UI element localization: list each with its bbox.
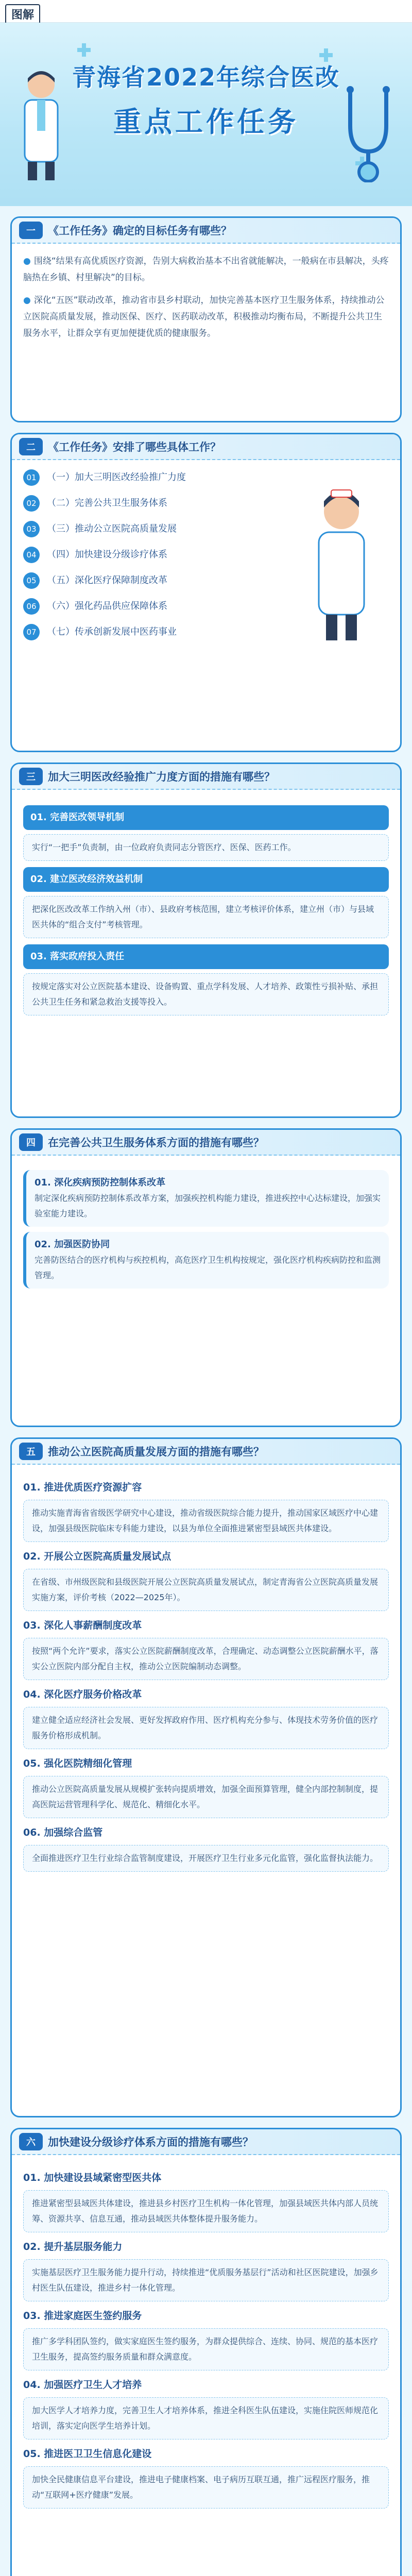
list-item: 01 （一）加大三明医改经验推广力度 xyxy=(23,469,389,486)
item-title-bar: 03. 落实政府投入责任 xyxy=(23,944,389,969)
section-q3 xyxy=(10,762,402,1118)
hero-title-line1: 青海省2022年综合医改 xyxy=(72,63,340,91)
question-text: 《工作任务》确定的目标任务有哪些？ xyxy=(48,225,232,237)
bubble-body: 完善防医结合的医疗机构与疾控机构，高危医疗卫生机构按规定，强化医疗机构疾病防控和监测管理。 xyxy=(35,1255,381,1280)
bubble-body: 制定深化疾病预防控制体系改革方案，加强疾控机构能力建设，推进疾控中心达标建设，加强实验室能力建设。 xyxy=(35,1193,381,1218)
item-head: 04. 加强医疗卫生人才培养 xyxy=(23,2379,142,2391)
question-text: 加快建设分级诊疗体系方面的措施有哪些？ xyxy=(48,2136,253,2148)
bubble-title: 02. 加强医防协同 xyxy=(35,1239,110,1250)
item-body: 推进紧密型县域医共体建设，推进县乡村医疗卫生机构一体化管理，加强县域医共体内部人员统筹、资源共享、信息互通，推动县域医共体整体提升服务能力。 xyxy=(23,2190,389,2232)
item-head: 02. 提升基层服务能力 xyxy=(23,2241,123,2252)
hero-banner xyxy=(0,23,412,206)
item-body: 建立健全适应经济社会发展、更好发挥政府作用、医疗机构充分参与、体现技术劳务价值的医疗服务价格形成机制。 xyxy=(23,1707,389,1749)
item-body: 推广多学科团队签约，做实家庭医生签约服务，为群众提供综合、连续、协同、规范的基本医疗卫生服务，提高签约服务质量和群众满意度。 xyxy=(23,2328,389,2370)
answer-paragraph: ● 围绕“结果有高优质医疗资源，告别大病救治基本不出省就能解决，一般病在市县解决，头疼脑热在乡镇、村里解决”的目标。 xyxy=(23,256,389,283)
question-text: 《工作任务》安排了哪些具体工作？ xyxy=(48,441,221,453)
item-body: 按照“两个允许”要求，落实公立医院薪酬制度改革，合理确定、动态调整公立医院薪酬水平，落实公立医院内部分配自主权，推动公立医院编制动态调整。 xyxy=(23,1638,389,1680)
question-number: 五 xyxy=(19,1443,43,1460)
medical-cross-icon xyxy=(77,43,91,57)
item-head: 01. 推进优质医疗资源扩容 xyxy=(23,1482,142,1493)
list-item: 06 （六）强化药品供应保障体系 xyxy=(23,598,389,615)
answer-paragraph: ● 深化“五医”联动改革，推动省市县乡村联动，加快完善基本医疗卫生服务体系，持续推动公立医院高质量发展，推动医保、医疗、医药联动改革，积极推动均衡布局，不断提升公共卫生服务水平，让群众享有更加便捷优质的健康服务。 xyxy=(23,295,385,338)
list-item: 05 （五）深化医疗保障制度改革 xyxy=(23,572,389,589)
section-q2 xyxy=(10,433,402,752)
list-item: 07 （七）传承创新发展中医药事业 xyxy=(23,624,389,640)
item-body: 加大医学人才培养力度，完善卫生人才培养体系，推进全科医生队伍建设，实施住院医师规范化培训，落实定向医学生培养计划。 xyxy=(23,2397,389,2439)
bubble-title: 01. 深化疾病预防控制体系改革 xyxy=(35,1177,166,1188)
stethoscope-illustration xyxy=(335,84,402,182)
item-body: 推动实施青海省省级医学研究中心建设，推动省级医院综合能力提升，推动国家区域医疗中心建设，加强县级医院临床专科能力建设，以县为单位全面推进紧密型县域医共体建设。 xyxy=(23,1500,389,1542)
item-head: 06. 加强综合监管 xyxy=(23,1827,103,1838)
question-number: 四 xyxy=(19,1133,43,1151)
section-q5 xyxy=(10,1437,402,2117)
section-q4 xyxy=(10,1128,402,1427)
answer-bubble xyxy=(23,1170,389,1227)
question-text: 推动公立医院高质量发展方面的措施有哪些？ xyxy=(48,1446,264,1458)
item-body: 推动公立医院高质量发展从规模扩张转向提质增效，加强全面预算管理，健全内部控制制度，提高医院运营管理科学化、规范化、精细化水平。 xyxy=(23,1776,389,1818)
question-bar xyxy=(12,764,400,790)
question-bar xyxy=(12,1130,400,1156)
bullet-icon: ● xyxy=(23,295,31,306)
answer-bubble xyxy=(23,1232,389,1289)
question-number: 六 xyxy=(19,2133,43,2150)
item-head: 03. 深化人事薪酬制度改革 xyxy=(23,1620,142,1631)
question-bar xyxy=(12,1439,400,1465)
nurse-illustration xyxy=(295,481,388,646)
item-title-bar: 02. 建立医改经济效益机制 xyxy=(23,867,389,892)
item-body: 按规定落实对公立医院基本建设、设备购置、重点学科发展、人才培养、政策性亏损补贴、承担公共卫生任务和紧急救治支援等投入。 xyxy=(23,973,389,1015)
item-head: 03. 推进家庭医生签约服务 xyxy=(23,2310,142,2321)
list-item: 04 （四）加快建设分级诊疗体系 xyxy=(23,547,389,563)
item-head: 05. 强化医院精细化管理 xyxy=(23,1758,132,1769)
item-body: 在省级、市州级医院和县级医院开展公立医院高质量发展试点，制定青海省公立医院高质量发展实施方案，评价考核（2022—2025年）。 xyxy=(23,1569,389,1611)
item-body: 实施基层医疗卫生服务能力提升行动，持续推进“优质服务基层行”活动和社区医院建设，加强乡村医生队伍建设，推进乡村一体化管理。 xyxy=(23,2259,389,2301)
question-bar xyxy=(12,2129,400,2155)
item-title-bar: 01. 完善医改领导机制 xyxy=(23,805,389,830)
section-q1 xyxy=(10,216,402,422)
question-number: 三 xyxy=(19,768,43,785)
bullet-icon: ● xyxy=(23,256,31,266)
question-bar xyxy=(12,434,400,460)
item-head: 02. 开展公立医院高质量发展试点 xyxy=(23,1551,171,1562)
hero-title-line2: 重点工作任务 xyxy=(113,106,299,138)
top-bar xyxy=(0,0,412,23)
section-q6 xyxy=(10,2128,402,2576)
item-body: 实行“一把手”负责制，由一位政府负责同志分管医疗、医保、医药工作。 xyxy=(23,834,389,861)
question-bar xyxy=(12,218,400,244)
question-number: 一 xyxy=(19,222,43,239)
question-text: 在完善公共卫生服务体系方面的措施有哪些？ xyxy=(48,1137,264,1149)
item-body: 把深化医改改革工作纳入州（市）、县政府考核范围，建立考核评价体系，建立州（市）与县域医共体的“组合支付”考核管理。 xyxy=(23,896,389,938)
item-head: 04. 深化医疗服务价格改革 xyxy=(23,1689,142,1700)
item-body: 全面推进医疗卫生行业综合监管制度建设，开展医疗卫生行业多元化监管，强化监督执法能力。 xyxy=(23,1845,389,1872)
item-head: 05. 推进医卫卫生信息化建设 xyxy=(23,2448,152,2460)
list-item: 03 （三）推动公立医院高质量发展 xyxy=(23,521,389,537)
list-item: 02 （二）完善公共卫生服务体系 xyxy=(23,495,389,512)
item-body: 加快全民健康信息平台建设，推进电子健康档案、电子病历互联互通，推广远程医疗服务，推动“互联网+医疗健康”发展。 xyxy=(23,2466,389,2509)
question-text: 加大三明医改经验推广力度方面的措施有哪些？ xyxy=(48,771,275,783)
item-head: 01. 加快建设县域紧密型医共体 xyxy=(23,2172,162,2183)
top-tag: 图解 xyxy=(5,4,40,24)
question-number: 二 xyxy=(19,438,43,455)
